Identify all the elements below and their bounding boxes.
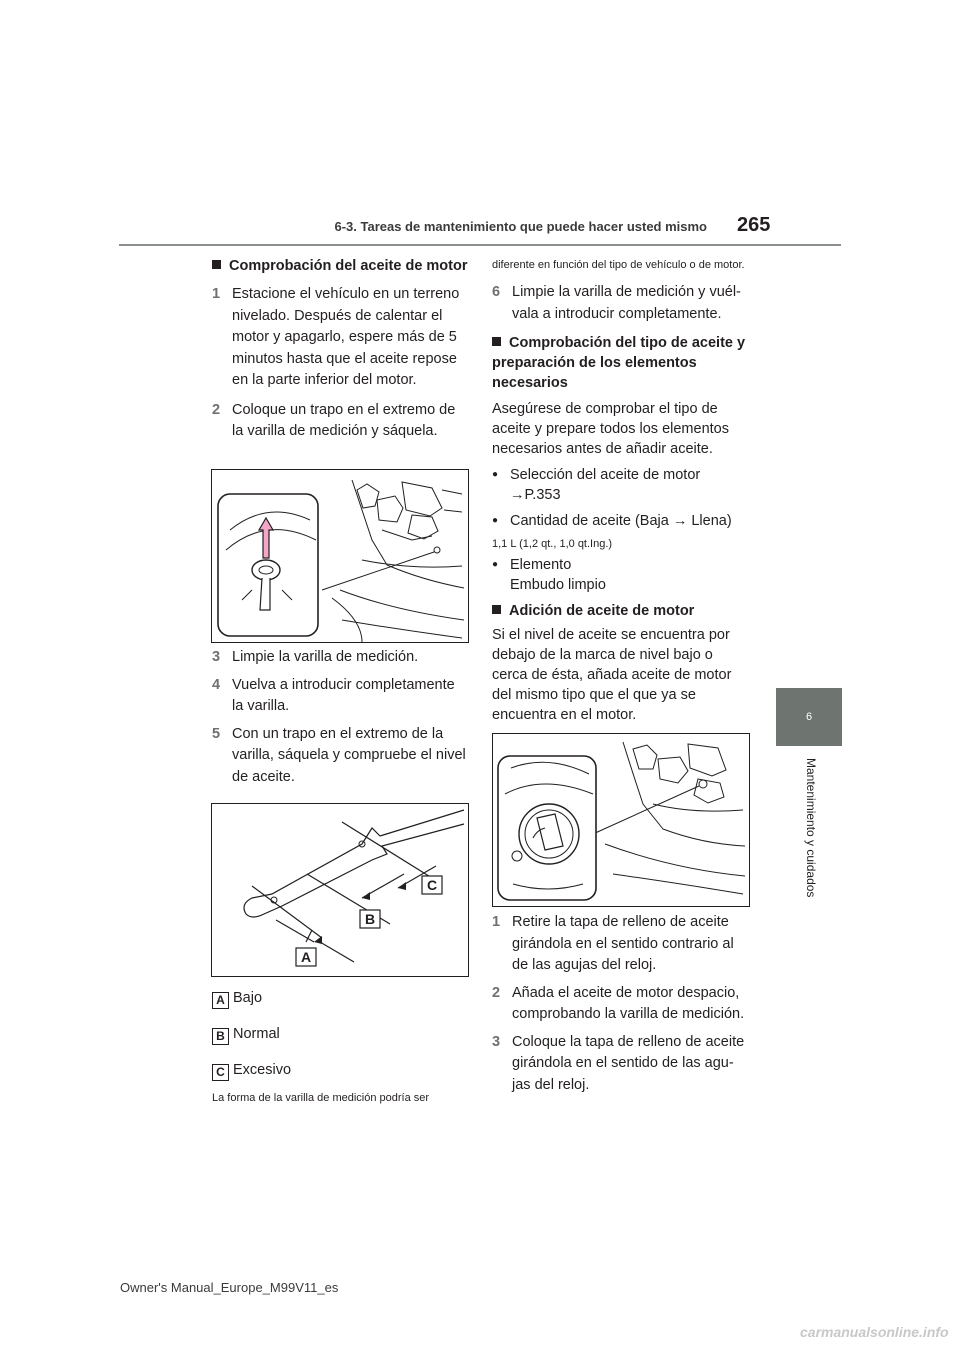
watermark: carmanualsonline.info: [800, 1324, 949, 1340]
page-number: 265: [737, 214, 771, 236]
chapter-label: Mantenimiento y cuidados: [804, 758, 818, 898]
heading-add-oil: Adición de aceite de motor: [492, 601, 752, 621]
para-add-oil: Si el nivel de aceite se encuentra por debajo de la marca de nivel bajo o cerca de ésta, añada aceite de motor del mismo tipo que el que ya se encuentra en el motor.: [492, 627, 732, 723]
left-column-mid: [212, 647, 468, 788]
figure-oil-filler-cap: [492, 733, 750, 907]
step-3-replace-cap: 3 Coloque la tapa de relleno de aceite girándola en el sentido de las agu-jas del reloj.: [492, 1033, 745, 1093]
bullet-items: ● Elemento Embudo limpio: [492, 557, 606, 593]
heading-check-oil: Comprobación del aceite de motor: [212, 256, 468, 276]
right-steps: [492, 912, 752, 1096]
engine-illustration: [212, 470, 468, 642]
round-bullet-icon: ●: [492, 515, 499, 526]
step-2: 2 Coloque un trapo en el extremo de la varilla de medición y sáquela.: [212, 401, 456, 439]
header-rule: [119, 244, 841, 246]
note-dipstick-shape-cont: diferente en función del tipo de vehículo o de motor.: [492, 259, 745, 271]
section-title: 6-3. Tareas de mantenimiento que puede hacer usted mismo: [334, 219, 707, 234]
footer-manual-id: Owner's Manual_Europe_M99V11_es: [120, 1280, 339, 1295]
filler-cap-illustration: [493, 734, 749, 906]
square-bullet-icon: [492, 605, 501, 614]
oil-quantity-value: 1,1 L (1,2 qt., 1,0 qt.Ing.): [492, 538, 613, 550]
step-2-add-oil: 2 Añada el aceite de motor despacio, comprobando la varilla de medición.: [492, 984, 745, 1022]
left-column-top: [212, 256, 468, 443]
figure-dipstick-pull: [211, 469, 469, 643]
fig-label-c: C: [426, 877, 438, 893]
para-oil-type: Asegúrese de comprobar el tipo de aceite y prepare todos los elementos necesarios antes de añadir aceite.: [492, 401, 729, 457]
round-bullet-icon: ●: [492, 559, 499, 570]
figure-dipstick-levels: [211, 803, 469, 977]
legend-item: C Excesivo: [212, 1060, 468, 1081]
legend-item: B Normal: [212, 1024, 468, 1045]
bullet-oil-quantity: ● Cantidad de aceite (Baja → Llena): [492, 513, 732, 529]
step-3: 3 Limpie la varilla de medición.: [212, 649, 419, 665]
round-bullet-icon: ●: [492, 469, 499, 480]
step-4: 4 Vuelva a introducir completamente la varilla.: [212, 676, 455, 714]
heading-oil-type: Comprobación del tipo de aceite y preparación de los elementos necesarios: [492, 335, 746, 391]
square-bullet-icon: [492, 337, 501, 346]
step-6: 6 Limpie la varilla de medición y vuél-vala a introducir completamente.: [492, 284, 741, 322]
fig-label-a: A: [300, 949, 312, 965]
dipstick-illustration: [212, 804, 468, 976]
legend: [212, 988, 468, 1081]
legend-item: A Bajo: [212, 988, 468, 1009]
note-dipstick-shape: La forma de la varilla de medición podría ser: [212, 1092, 430, 1104]
bullet-oil-selection: ● Selección del aceite de motor →P.353: [492, 467, 701, 503]
step-5: 5 Con un trapo en el extremo de la varilla, sáquela y compruebe el nivel de aceite.: [212, 725, 466, 785]
step-1: 1 Estacione el vehículo en un terreno nivelado. Después de calentar el motor y apagarlo, espere más de 5 minutos hasta que el aceite repose en la parte inferior del motor.: [212, 286, 460, 388]
square-bullet-icon: [212, 260, 221, 269]
right-column: [492, 256, 752, 725]
fig-label-b: B: [364, 911, 376, 927]
chapter-tab: 6: [776, 688, 842, 746]
step-1-remove-cap: 1 Retire la tapa de relleno de aceite girándola en el sentido contrario al de las agujas del reloj.: [492, 914, 734, 973]
